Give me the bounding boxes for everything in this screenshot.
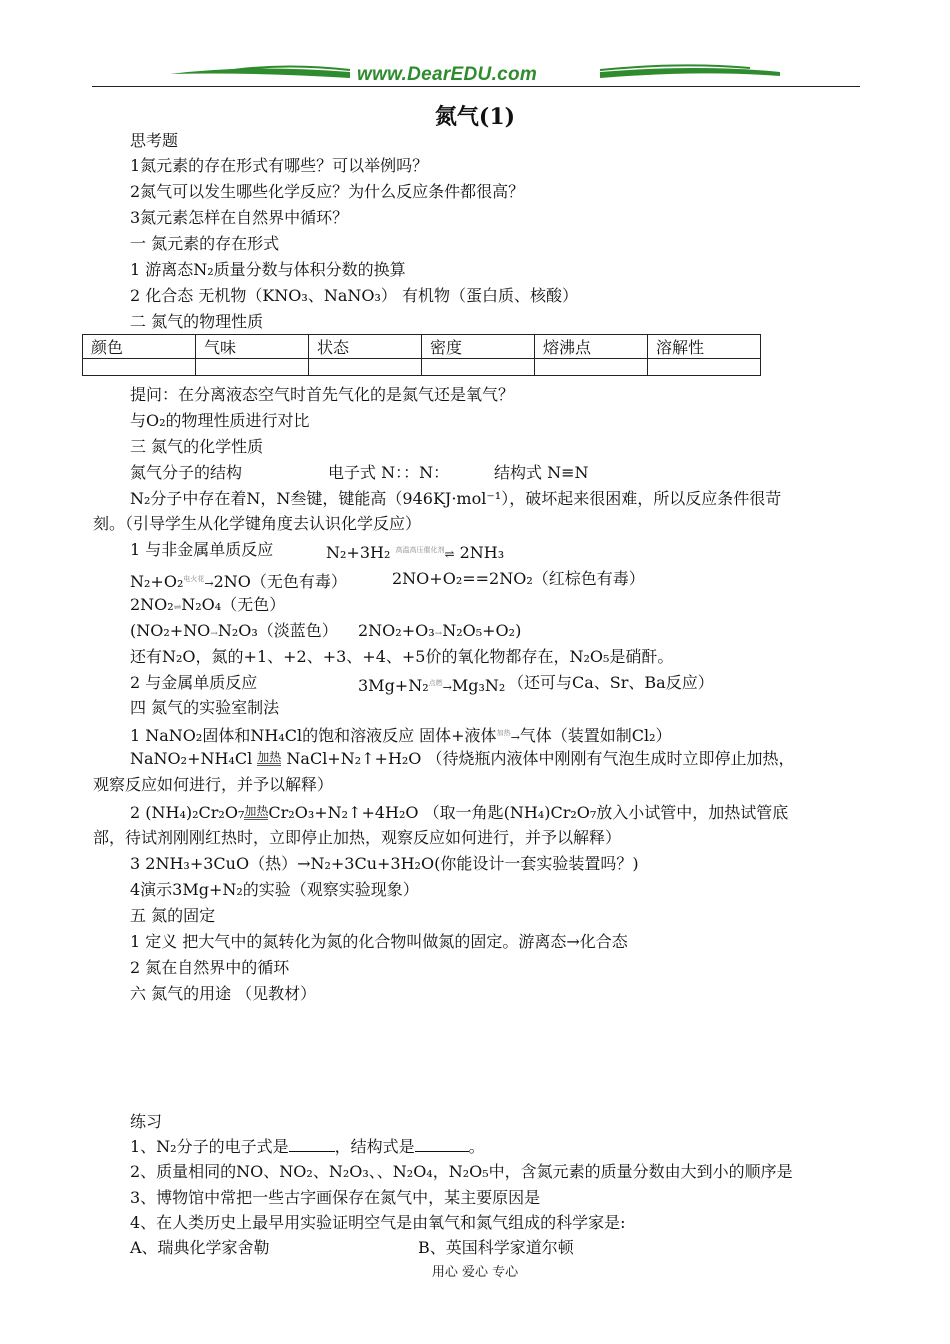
lab-eq-1-right: NaCl+N₂↑+H₂O （待烧瓶内液体中刚刚有气泡生成时立即停止加热， — [286, 749, 795, 768]
col-state: 状态 — [309, 335, 422, 359]
answer-blank[interactable] — [415, 1137, 469, 1152]
reaction-metal — [358, 673, 505, 698]
page-footer: 用心 爱心 专心 — [431, 1265, 519, 1280]
practice-q1-part2: ，结构式是 — [334, 1137, 415, 1156]
electron-formula: 电子式 N：：N： — [328, 463, 450, 482]
lab-eq-2-right: Cr₂O₃+N₂↑+4H₂O （取一角匙(NH₄)Cr₂O₇放入小试管中，加热试管底 — [268, 803, 789, 822]
reaction-metal-note: （还可与Ca、Sr、Ba反应） — [508, 673, 714, 692]
reaction-1 — [326, 540, 504, 564]
table-cell — [83, 359, 196, 376]
reaction-2-right: 2NO（无色有毒） — [213, 572, 347, 591]
lab-method-1 — [130, 723, 672, 748]
reaction-1-condition: 高温高压催化剂 — [395, 546, 445, 554]
sec1-heading: 一 氮元素的存在形式 — [130, 234, 280, 253]
option-b: B、英国科学家道尔顿 — [418, 1238, 574, 1257]
lab-method-1-condition: 加热 — [496, 729, 511, 737]
reaction-1-left: N₂+3H₂ — [326, 543, 391, 562]
lab-method-1-right: 气体（装置如制Cl₂） — [519, 726, 672, 745]
reaction-nonmetal-label: 1 与非金属单质反应 — [130, 540, 274, 559]
sec1-line1: 1 游离态N₂质量分数与体积分数的换算 — [130, 260, 406, 279]
arrow-icon: → — [210, 629, 218, 639]
think-heading: 思考题 — [130, 131, 179, 150]
table-cell — [648, 359, 761, 376]
properties-table — [82, 334, 761, 376]
table-cell — [422, 359, 535, 376]
lab-eq-1-left: NaNO₂+NH₄Cl — [130, 749, 253, 768]
equilibrium-arrow-icon: ⇌ — [444, 547, 455, 561]
bond-text-cont: 刻。（引导学生从化学键角度去认识化学反应） — [93, 514, 422, 533]
sec5-heading: 五 氮的固定 — [130, 906, 216, 925]
reaction-5a — [130, 621, 338, 644]
practice-q1 — [130, 1137, 485, 1157]
lab-eq-1 — [130, 749, 795, 769]
table-cell — [535, 359, 648, 376]
site-logo-text: www.DearEDU.com — [357, 64, 538, 85]
lab-eq-2-cont: 部，待试剂刚刚红热时，立即停止加热，观察反应如何进行，并予以解释） — [93, 828, 622, 847]
col-color: 颜色 — [83, 335, 196, 359]
equilibrium-arrow-icon: ⇌ — [173, 603, 182, 613]
table-cell — [196, 359, 309, 376]
reaction-4 — [130, 595, 285, 618]
sec2-question: 提问：在分离液态空气时首先气化的是氮气还是氧气？ — [130, 385, 515, 404]
lab-eq-2 — [130, 803, 788, 823]
sec6-heading: 六 氮气的用途 （见教材） — [130, 984, 317, 1003]
lab-eq-2-condition: 加热 — [244, 804, 269, 818]
reaction-metal-label: 2 与金属单质反应 — [130, 673, 258, 692]
lab-eq-1-cont: 观察反应如何进行，并予以解释） — [93, 775, 334, 794]
arrow-icon: → — [434, 629, 443, 639]
oxides-note: 还有N₂O，氮的+1、+2、+3、+4、+5价的氧化物都存在，N₂O₅是硝酐。 — [130, 647, 674, 666]
nitrogen-cycle: 2 氮在自然界中的循环 — [130, 958, 290, 977]
sec2-heading: 二 氮气的物理性质 — [130, 312, 264, 331]
reaction-5b-right: N₂O₅+O₂) — [442, 621, 522, 640]
fixation-definition: 1 定义 把大气中的氮转化为氮的化合物叫做氮的固定。游离态→化合态 — [130, 932, 628, 951]
reaction-5a-right: N₂O₃（淡蓝色） — [217, 621, 338, 640]
reaction-2-left: N₂+O₂ — [130, 572, 184, 591]
lab-demo: 4演示3Mg+N₂的实验（观察实验现象） — [130, 880, 419, 899]
reaction-4-left: 2NO₂ — [130, 595, 174, 614]
arrow-icon: → — [204, 577, 214, 590]
sec1-line2: 2 化合态 无机物（KNO₃、NaNO₃） 有机物（蛋白质、核酸） — [130, 286, 578, 305]
reaction-1-right: 2NH₃ — [459, 543, 505, 562]
lab-eq-3: 3 2NH₃+3CuO（热）→N₂+3Cu+3H₂O(你能设计一套实验装置吗？) — [130, 854, 639, 873]
reaction-3: 2NO+O₂==2NO₂（红棕色有毒） — [392, 569, 645, 588]
bond-text: N₂分子中存在着N，N叁键，键能高（946KJ·mol⁻¹），破坏起来很困难，所以反应条件很苛 — [130, 489, 782, 508]
reaction-2-condition: 电火花 — [183, 575, 205, 583]
table-cell — [309, 359, 422, 376]
reaction-2 — [130, 569, 347, 594]
practice-heading: 练习 — [130, 1112, 163, 1131]
reaction-metal-condition: 点燃 — [428, 679, 443, 687]
sec4-heading: 四 氮气的实验室制法 — [130, 698, 280, 717]
structure-label: 氮气分子的结构 — [130, 463, 243, 482]
reaction-5b — [358, 621, 521, 644]
practice-q1-part3: 。 — [468, 1137, 485, 1156]
reaction-5a-left: (NO₂+NO — [130, 621, 211, 640]
think-q1: 1氮元素的存在形式有哪些？可以举例吗？ — [130, 156, 429, 175]
structural-formula: 结构式 N≡N — [494, 463, 589, 482]
practice-q4: 4、在人类历史上最早用实验证明空气是由氧气和氮气组成的科学家是: — [130, 1213, 626, 1232]
lab-eq-2-left: 2 (NH₄)₂Cr₂O₇ — [130, 803, 245, 822]
answer-blank[interactable] — [289, 1137, 335, 1152]
col-melting: 熔沸点 — [535, 335, 648, 359]
col-solubility: 溶解性 — [648, 335, 761, 359]
lab-eq-1-condition: 加热 — [257, 750, 282, 764]
reaction-5b-left: 2NO₂+O₃ — [358, 621, 435, 640]
sec3-heading: 三 氮气的化学性质 — [130, 437, 264, 456]
reaction-metal-left: 3Mg+N₂ — [358, 676, 429, 695]
think-q3: 3氮元素怎样在自然界中循环？ — [130, 208, 349, 227]
think-q2: 2氮气可以发生哪些化学反应？为什么反应条件都很高？ — [130, 182, 525, 201]
option-a: A、瑞典化学家舍勒 — [130, 1238, 270, 1257]
lab-method-1-left: 1 NaNO₂固体和NH₄Cl的饱和溶液反应 固体+液体 — [130, 726, 497, 745]
reaction-metal-right: Mg₃N₂ — [451, 676, 506, 695]
sec2-compare: 与O₂的物理性质进行对比 — [130, 411, 310, 430]
arrow-icon: → — [510, 731, 520, 744]
col-density: 密度 — [422, 335, 535, 359]
practice-q3: 3、博物馆中常把一些古字画保存在氮气中，某主要原因是 — [130, 1188, 541, 1207]
arrow-icon: → — [442, 681, 452, 694]
practice-q2: 2、质量相同的NO、NO₂、N₂O₃、、N₂O₄，N₂O₅中，含氮元素的质量分数由大到小的顺序是 — [130, 1162, 793, 1181]
col-smell: 气味 — [196, 335, 309, 359]
page-title: 氮气(1) — [434, 104, 516, 130]
reaction-4-right: N₂O₄（无色） — [181, 595, 286, 614]
practice-q1-part1: 1、N₂分子的电子式是 — [130, 1137, 289, 1156]
